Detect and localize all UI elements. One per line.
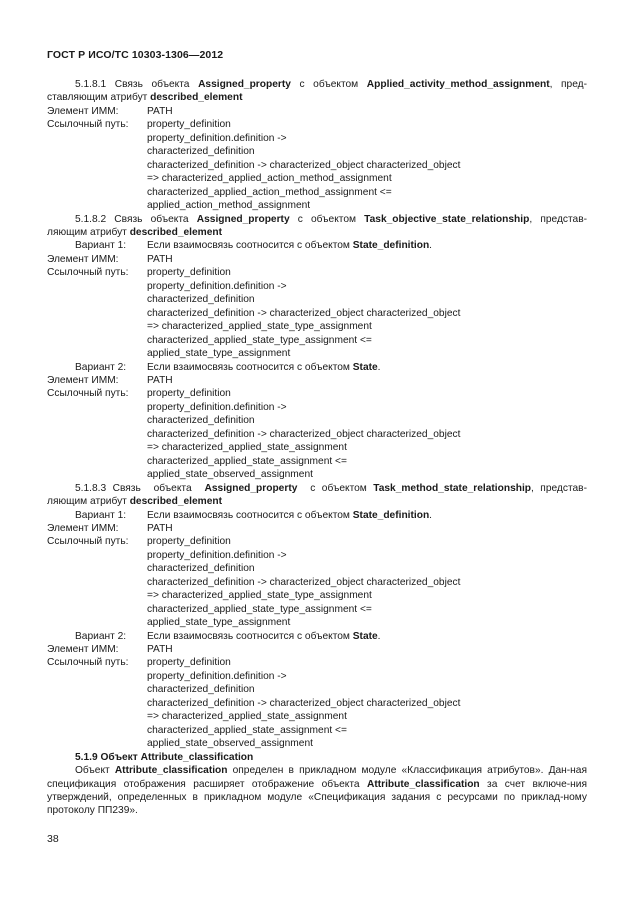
text-fragment: с объектом — [290, 79, 367, 90]
text-fragment: с объектом — [289, 213, 365, 225]
section-5-1-8-2-heading — [47, 213, 587, 240]
section-number: 5.1.8.2 Связь объекта — [75, 213, 197, 225]
text-fragment: , пред-ставляющим атрибут — [47, 79, 588, 104]
path-line: characterized_definition -> characterized_object characterized_object — [147, 576, 461, 588]
element-row — [47, 643, 587, 656]
element-label: Элемент ИММ: — [47, 253, 119, 265]
variant-condition: Если взаимосвязь соотносится с объектом — [147, 361, 353, 373]
path-line: characterized_definition -> characterized_object characterized_object — [147, 697, 461, 709]
path-line: property_definition — [147, 267, 231, 279]
path-line: applied_state_type_assignment — [147, 348, 291, 360]
variant-entity: State_definition — [352, 240, 430, 252]
section-number: 5.1.8.3 Связь объекта — [75, 482, 205, 494]
path-lines — [147, 266, 587, 360]
variant-condition: Если взаимосвязь соотносится с объектом — [147, 509, 353, 521]
element-row — [47, 522, 587, 535]
path-line: property_definition.definition -> — [147, 549, 287, 561]
path-line: characterized_definition -> characterized_object characterized_object — [147, 428, 461, 440]
element-value: PATH — [147, 253, 173, 265]
element-value: PATH — [147, 522, 173, 534]
path-label: Ссылочный путь: — [47, 536, 129, 548]
element-label: Элемент ИММ: — [47, 644, 119, 656]
path-line: characterized_applied_state_assignment <= — [147, 724, 347, 736]
page-header: ГОСТ Р ИСО/ТС 10303-1306—2012 — [47, 49, 224, 61]
path-lines — [147, 535, 587, 629]
path-line: property_definition.definition -> — [147, 132, 287, 144]
element-label: Элемент ИММ: — [47, 522, 119, 534]
path-row — [47, 118, 587, 212]
path-line: applied_state_observed_assignment — [147, 738, 313, 750]
section-5-1-9-paragraph — [47, 764, 587, 818]
path-label: Ссылочный путь: — [47, 267, 129, 279]
path-line: property_definition.definition -> — [147, 280, 287, 292]
section-5-1-9-title: 5.1.9 Объект Attribute_classification — [75, 751, 254, 763]
page-number: 38 — [47, 833, 59, 845]
path-row — [47, 387, 587, 481]
section-5-1-8-1-heading — [47, 78, 587, 105]
path-label: Ссылочный путь: — [47, 657, 129, 669]
path-line: characterized_applied_action_method_assignment <= — [147, 186, 392, 198]
element-row — [47, 374, 587, 387]
variant-1-row — [47, 239, 587, 252]
variant-2-row — [47, 630, 587, 643]
path-line: applied_state_observed_assignment — [147, 469, 313, 481]
text-fragment: Объект — [75, 765, 115, 777]
variant-label: Вариант 2: — [75, 630, 127, 642]
variant-label: Вариант 1: — [75, 509, 127, 521]
element-label: Элемент ИММ: — [47, 374, 119, 386]
path-line: property_definition — [147, 388, 231, 400]
element-value: PATH — [147, 374, 173, 386]
variant-1-row — [47, 509, 587, 522]
path-lines — [147, 387, 587, 481]
entity-name: Attribute_classification — [367, 778, 480, 790]
variant-condition: Если взаимосвязь соотносится с объектом — [147, 630, 353, 642]
path-lines — [147, 118, 587, 212]
path-line: characterized_definition — [147, 563, 255, 575]
path-line: characterized_applied_state_type_assignment <= — [147, 334, 372, 346]
variant-text: Если взаимосвязь соотносится с объектом State_definition. — [147, 509, 433, 521]
path-row — [47, 656, 587, 750]
path-label: Ссылочный путь: — [47, 119, 129, 131]
variant-entity: State — [352, 361, 378, 373]
text-fragment: , представ-ляющим атрибут — [47, 482, 587, 508]
target-entity-name: Applied_activity_method_assignment — [366, 79, 550, 90]
path-line: property_definition — [147, 657, 231, 669]
variant-label: Вариант 1: — [75, 240, 127, 252]
text-fragment: определен в прикладном модуле «Классификация атрибутов». Дан-ная спецификация отображения расширяет отображение объекта — [47, 765, 587, 790]
entity-name: Attribute_classification — [114, 765, 228, 777]
variant-text: Если взаимосвязь соотносится с объектом State. — [147, 630, 381, 642]
variant-2-row — [47, 361, 587, 374]
path-line: property_definition.definition -> — [147, 401, 287, 413]
element-row — [47, 105, 587, 118]
section-number: 5.1.8.1 Связь объекта — [75, 79, 199, 90]
path-row — [47, 535, 587, 629]
path-line: characterized_definition — [147, 146, 255, 158]
path-line: applied_action_method_assignment — [147, 200, 311, 212]
page-content — [47, 78, 587, 818]
variant-condition: Если взаимосвязь соотносится с объектом — [147, 240, 353, 252]
variant-entity: State_definition — [352, 509, 430, 521]
entity-name: Assigned_property — [198, 79, 291, 90]
variant-label: Вариант 2: — [75, 361, 127, 373]
path-line: characterized_definition -> characterized_object characterized_object — [147, 159, 461, 171]
path-line: characterized_applied_state_type_assignment <= — [147, 603, 372, 615]
element-value: PATH — [147, 105, 173, 117]
text-fragment: с объектом — [297, 482, 374, 494]
attribute-name: described_element — [129, 496, 222, 508]
element-value: PATH — [147, 644, 173, 656]
path-line: property_definition — [147, 536, 231, 548]
path-line: characterized_definition — [147, 415, 255, 427]
path-row — [47, 266, 587, 360]
path-line: applied_state_type_assignment — [147, 617, 291, 629]
path-line: => characterized_applied_action_method_assignment — [147, 173, 392, 185]
path-line: characterized_definition — [147, 684, 255, 696]
entity-name: Assigned_property — [204, 482, 298, 494]
variant-entity: State — [352, 630, 378, 642]
target-entity-name: Task_objective_state_relationship — [364, 213, 530, 225]
path-line: => characterized_applied_state_assignment — [147, 442, 347, 454]
element-row — [47, 253, 587, 266]
path-label: Ссылочный путь: — [47, 388, 129, 400]
path-line: characterized_definition -> characterized_object characterized_object — [147, 307, 461, 319]
path-line: => characterized_applied_state_assignment — [147, 711, 347, 723]
section-5-1-8-3-heading — [47, 482, 587, 509]
path-line: characterized_definition — [147, 294, 255, 306]
path-line: property_definition.definition -> — [147, 670, 287, 682]
attribute-name: described_element — [129, 226, 222, 238]
text-fragment: , представ-ляющим атрибут — [47, 213, 587, 238]
variant-text: Если взаимосвязь соотносится с объектом State_definition. — [147, 240, 433, 252]
attribute-name: described_element — [150, 92, 243, 104]
element-label: Элемент ИММ: — [47, 105, 119, 117]
entity-name: Assigned_property — [196, 213, 290, 225]
path-lines — [147, 656, 587, 750]
path-line: property_definition — [147, 119, 231, 131]
target-entity-name: Task_method_state_relationship — [373, 482, 532, 494]
path-line: => characterized_applied_state_type_assignment — [147, 321, 372, 333]
path-line: => characterized_applied_state_type_assignment — [147, 590, 372, 602]
text-fragment: за счет включе-ния утверждений, определенных в прикладном модуле «Спецификация задания с ресурсами по приклад-ному протоколу ПП239». — [47, 778, 587, 817]
path-line: characterized_applied_state_assignment <= — [147, 455, 347, 467]
variant-text: Если взаимосвязь соотносится с объектом State. — [147, 361, 381, 373]
